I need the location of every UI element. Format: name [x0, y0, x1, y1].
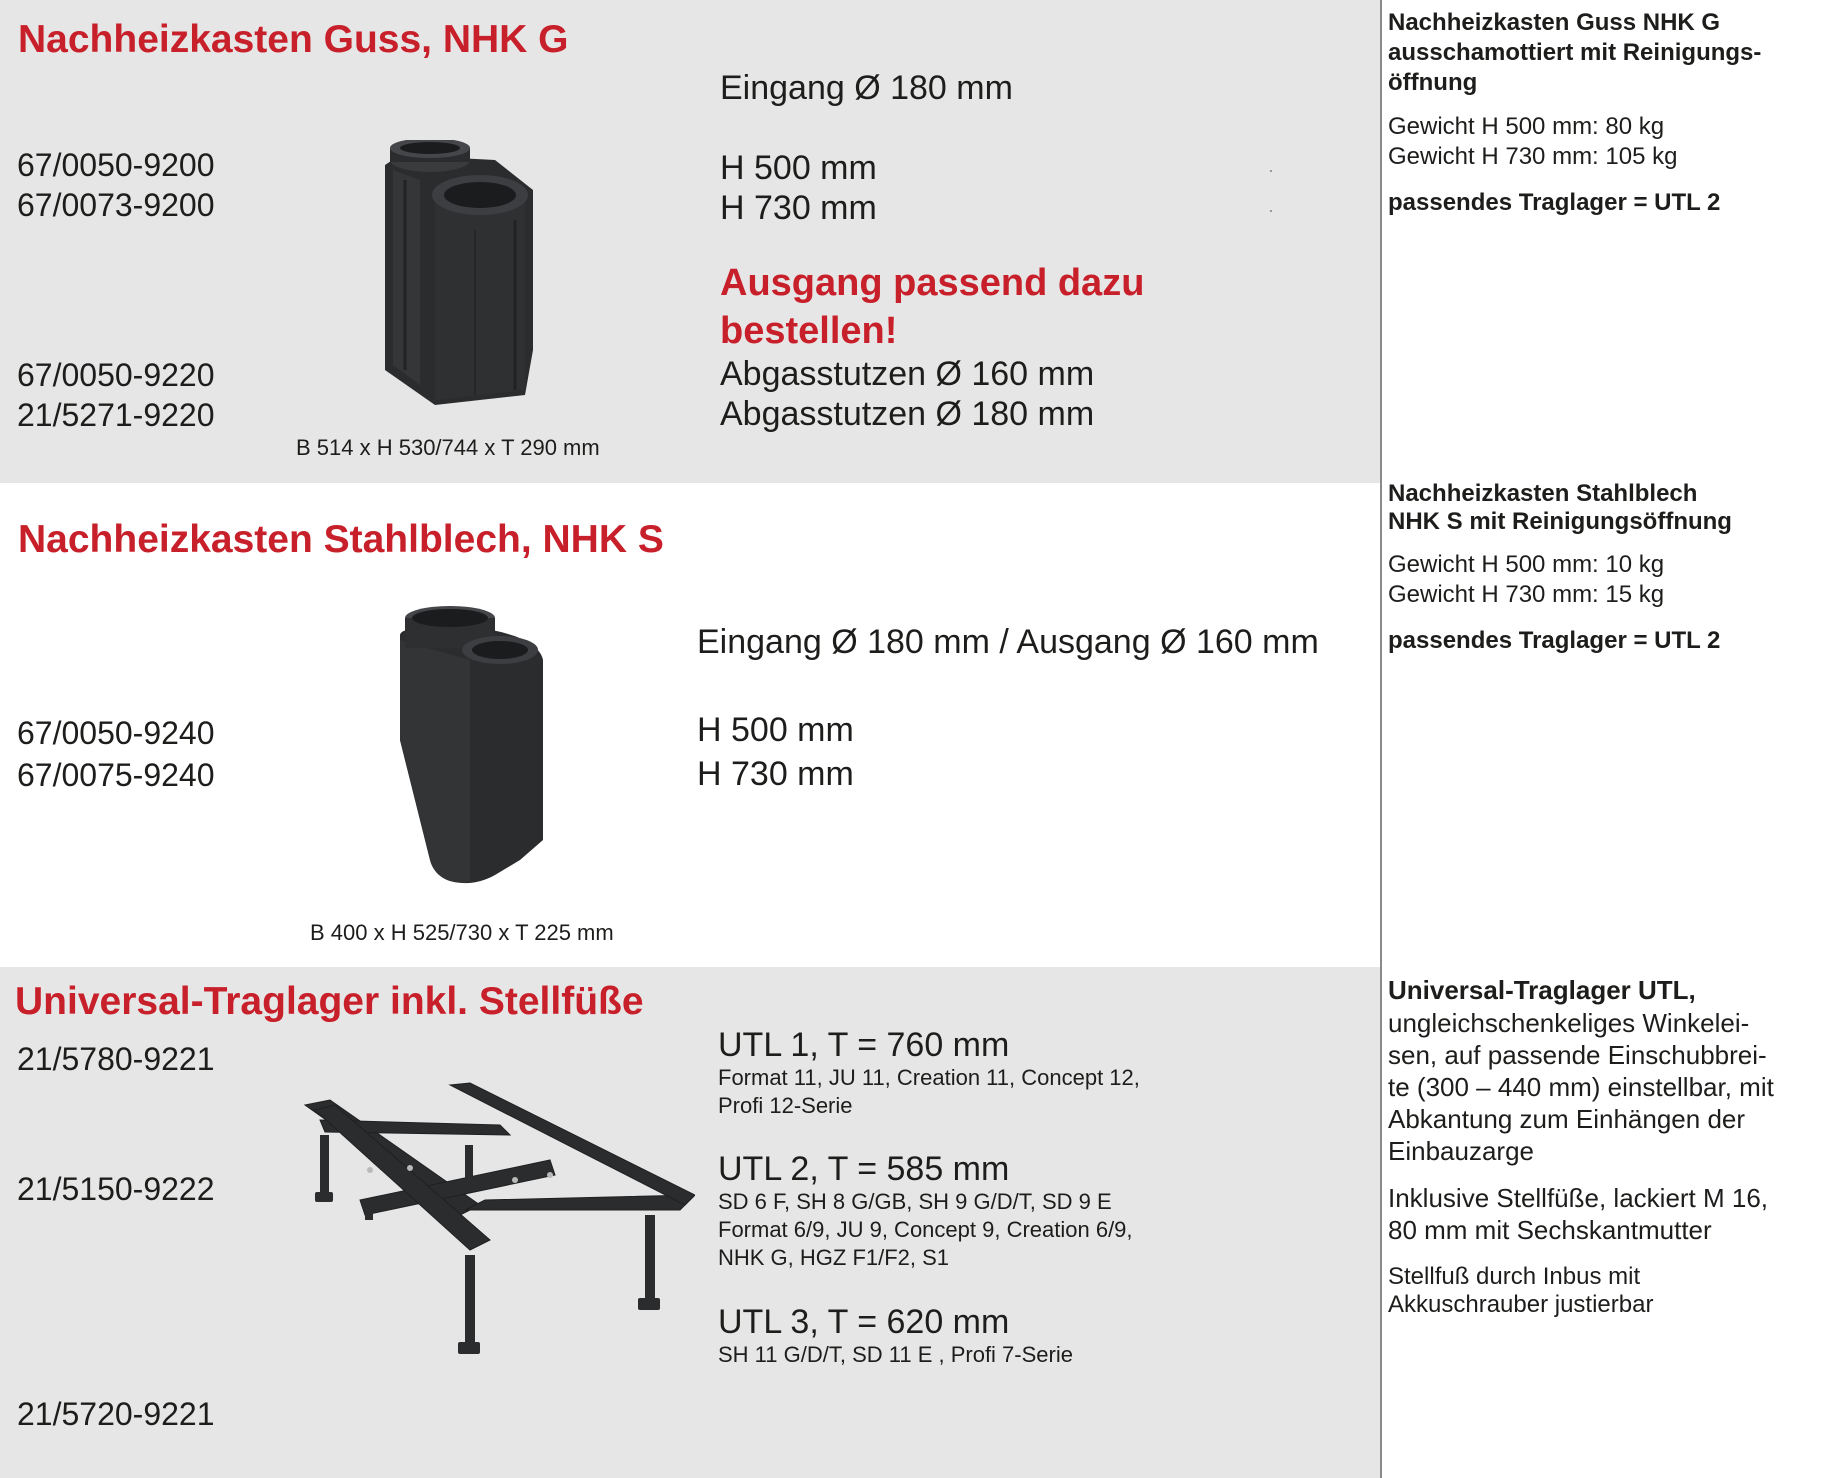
spec-abgas: Abgasstutzen Ø 160 mm: [720, 355, 1095, 393]
utl2-models: Format 6/9, JU 9, Concept 9, Creation 6/9,: [718, 1217, 1133, 1242]
side-traglager-note: passendes Traglager = UTL 2: [1388, 627, 1721, 654]
nhk-stahlblech-image: [395, 600, 545, 890]
side-utl-text: Inklusive Stellfüße, lackiert M 16,: [1388, 1183, 1769, 1213]
utl2-models: NHK G, HGZ F1/F2, S1: [718, 1245, 950, 1270]
utl1-models: Profi 12-Serie: [718, 1093, 853, 1118]
spec-height: H 730 mm: [697, 755, 854, 793]
side-utl-text: Akkuschrauber justierbar: [1388, 1291, 1654, 1318]
dimensions-stahlblech: B 400 x H 525/730 x T 225 mm: [310, 920, 614, 945]
side-utl-text: Abkantung zum Einhängen der: [1388, 1104, 1746, 1134]
side-utl-text: sen, auf passende Einschubbrei-: [1388, 1040, 1767, 1070]
side-utl-text: 80 mm mit Sechskantmutter: [1388, 1215, 1712, 1245]
tick-mark: [1270, 170, 1272, 172]
spec-eingang: Eingang Ø 180 mm: [720, 69, 1013, 107]
utl3-models: SH 11 G/D/T, SD 11 E , Profi 7-Serie: [718, 1342, 1073, 1367]
article-number: 67/0050-9220: [17, 357, 215, 393]
side-heading-guss: Nachheizkasten Guss NHK G: [1388, 9, 1721, 36]
side-heading-stahlblech: NHK S mit Reinigungsöffnung: [1388, 508, 1732, 535]
utl2-heading: UTL 2, T = 585 mm: [718, 1150, 1010, 1188]
article-number: 21/5150-9222: [17, 1171, 215, 1207]
dimensions-guss: B 514 x H 530/744 x T 290 mm: [296, 435, 600, 460]
spec-height: H 730 mm: [720, 189, 877, 227]
spec-abgas: Abgasstutzen Ø 180 mm: [720, 395, 1095, 433]
spec-height: H 500 mm: [720, 149, 877, 187]
side-utl-text: te (300 – 440 mm) einstellbar, mit: [1388, 1072, 1774, 1102]
tick-mark: [1270, 210, 1272, 212]
spec-eingang-ausgang: Eingang Ø 180 mm / Ausgang Ø 160 mm: [697, 623, 1319, 661]
side-heading-guss: ausschamottiert mit Reinigungs-: [1388, 39, 1762, 66]
side-utl-text: ungleichschenkeliges Winkelei-: [1388, 1008, 1750, 1038]
side-heading-utl: Universal-Traglager UTL,: [1388, 975, 1696, 1005]
side-weight: Gewicht H 730 mm: 15 kg: [1388, 581, 1665, 608]
nhk-guss-image: [375, 140, 545, 410]
utl2-models: SD 6 F, SH 8 G/GB, SH 9 G/D/T, SD 9 E: [718, 1189, 1112, 1214]
column-divider: [1380, 0, 1382, 1478]
article-number: 21/5271-9220: [17, 397, 215, 433]
section-title-guss: Nachheizkasten Guss, NHK G: [18, 18, 569, 61]
side-utl-text: Stellfuß durch Inbus mit: [1388, 1263, 1641, 1290]
side-weight: Gewicht H 730 mm: 105 kg: [1388, 143, 1678, 170]
side-weight: Gewicht H 500 mm: 80 kg: [1388, 113, 1665, 140]
utl1-heading: UTL 1, T = 760 mm: [718, 1026, 1010, 1064]
article-number: 21/5780-9221: [17, 1041, 215, 1077]
utl1-models: Format 11, JU 11, Creation 11, Concept 12,: [718, 1065, 1140, 1090]
article-number: 21/5720-9221: [17, 1396, 215, 1432]
article-number: 67/0075-9240: [17, 757, 215, 793]
utl3-heading: UTL 3, T = 620 mm: [718, 1303, 1010, 1341]
side-utl-text: Einbauzarge: [1388, 1136, 1534, 1166]
article-number: 67/0073-9200: [17, 187, 215, 223]
traglager-image: [300, 1080, 695, 1365]
side-heading-guss: öffnung: [1388, 69, 1478, 96]
article-number: 67/0050-9240: [17, 715, 215, 751]
side-heading-stahlblech: Nachheizkasten Stahlblech: [1388, 480, 1698, 507]
ausgang-notice: bestellen!: [720, 310, 898, 352]
section-title-stahlblech: Nachheizkasten Stahlblech, NHK S: [18, 518, 664, 561]
side-weight: Gewicht H 500 mm: 10 kg: [1388, 551, 1665, 578]
ausgang-notice: Ausgang passend dazu: [720, 262, 1145, 304]
side-traglager-note: passendes Traglager = UTL 2: [1388, 189, 1721, 216]
spec-height: H 500 mm: [697, 711, 854, 749]
article-number: 67/0050-9200: [17, 147, 215, 183]
section-title-traglager: Universal-Traglager inkl. Stellfüße: [15, 980, 644, 1023]
